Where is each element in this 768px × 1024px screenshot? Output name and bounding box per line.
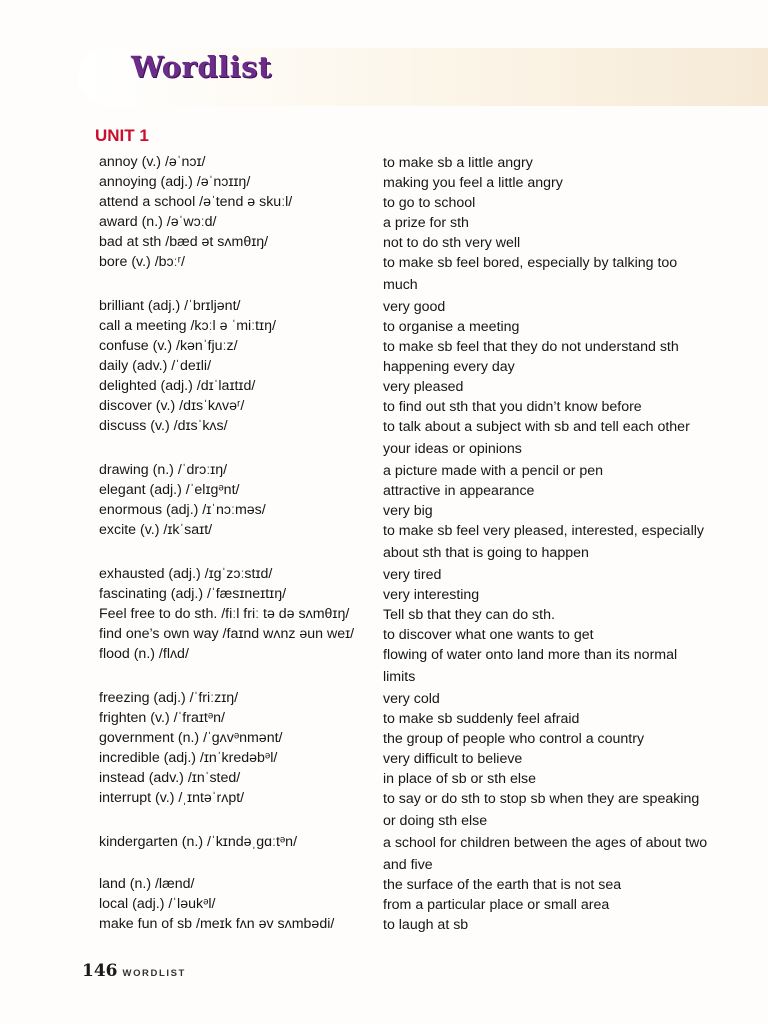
entry-definition: to make sb suddenly feel afraid [383,711,580,727]
entry-definition: to make sb a little angry [383,155,533,171]
entry-word: annoying (adj.) /əˈnɔɪɪŋ/ [99,174,251,190]
entry-word: make fun of sb /meɪk fʌn əv sʌmbədi/ [99,916,335,932]
entry-word: confuse (v.) /kənˈfjuːz/ [99,338,238,354]
entry-word: bad at sth /bæd ət sʌmθɪŋ/ [99,234,269,250]
entry-word: brilliant (adj.) /ˈbrɪljənt/ [99,298,241,314]
page-number: 146 [82,961,118,981]
entry-word: enormous (adj.) /ɪˈnɔːməs/ [99,502,266,518]
footer-label: WORDLIST [122,968,186,979]
entry-definition: the surface of the earth that is not sea [383,877,622,893]
entry-word: elegant (adj.) /ˈelɪgᵊnt/ [99,482,240,498]
entry-word: Feel free to do sth. /fiːl friː tə də sʌmθɪŋ/ [99,606,350,622]
entry-definition: to go to school [383,195,476,211]
entry-word: discover (v.) /dɪsˈkʌvəʳ/ [99,398,245,414]
entry-word: incredible (adj.) /ɪnˈkredəbᵊl/ [99,750,278,766]
entry-definition: a school for children between the ages of about two and five [383,835,708,873]
page-title: Wordlist [131,50,272,84]
entry-definition: to talk about a subject with sb and tell each other your ideas or opinions [383,419,690,457]
entry-definition: to make sb feel bored, especially by talking too much [383,255,678,293]
entry-word: daily (adv.) /ˈdeɪli/ [99,358,212,374]
entry-definition: to organise a meeting [383,319,520,335]
entry-definition: Tell sb that they can do sth. [383,607,555,623]
entry-definition: to make sb feel that they do not understand sth [383,339,679,355]
entry-word: fascinating (adj.) /ˈfæsɪneɪtɪŋ/ [99,586,287,602]
entry-definition: from a particular place or small area [383,897,610,913]
entry-word: annoy (v.) /əˈnɔɪ/ [99,154,206,170]
entry-word: call a meeting /kɔːl ə ˈmiːtɪŋ/ [99,318,276,334]
entry-word: bore (v.) /bɔːʳ/ [99,254,185,270]
entry-word: land (n.) /lænd/ [99,876,195,892]
entry-definition: to find out sth that you didn’t know before [383,399,642,415]
entry-definition: to discover what one wants to get [383,627,594,643]
entry-definition: very difficult to believe [383,751,523,767]
entry-definition: attractive in appearance [383,483,535,499]
entry-word: award (n.) /əˈwɔːd/ [99,214,217,230]
entry-word: attend a school /əˈtend ə skuːl/ [99,194,293,210]
entry-definition: very cold [383,691,440,707]
entry-definition: a prize for sth [383,215,469,231]
entry-definition: happening every day [383,359,515,375]
entry-definition: the group of people who control a country [383,731,645,747]
entry-word: excite (v.) /ɪkˈsaɪt/ [99,522,213,538]
entry-word: kindergarten (n.) /ˈkɪndəˌgɑːtᵊn/ [99,834,298,850]
entry-definition: not to do sth very well [383,235,521,251]
entry-word: find one’s own way /faɪnd wʌnz əun weɪ/ [99,626,355,642]
entry-definition: very pleased [383,379,464,395]
entry-word: frighten (v.) /ˈfraɪtᵊn/ [99,710,225,726]
entry-definition: to laugh at sb [383,917,469,933]
page-footer [82,961,186,981]
entry-word: instead (adv.) /ɪnˈsted/ [99,770,241,786]
entry-word: exhausted (adj.) /ɪgˈzɔːstɪd/ [99,566,273,582]
entry-word: government (n.) /ˈgʌvᵊnmənt/ [99,730,283,746]
entry-definition: making you feel a little angry [383,175,563,191]
entry-definition: very tired [383,567,442,583]
entry-definition: to say or do sth to stop sb when they are speaking or doing sth else [383,791,700,829]
entry-word: interrupt (v.) /ˌɪntəˈrʌpt/ [99,790,245,806]
entry-word: delighted (adj.) /dɪˈlaɪtɪd/ [99,378,256,394]
entry-word: drawing (n.) /ˈdrɔːɪŋ/ [99,462,228,478]
entry-word: flood (n.) /flʌd/ [99,646,189,662]
entry-word: local (adj.) /ˈləukᵊl/ [99,896,216,912]
entry-definition: flowing of water onto land more than its normal limits [383,647,678,685]
entry-word: discuss (v.) /dɪsˈkʌs/ [99,418,228,434]
entry-definition: in place of sb or sth else [383,771,536,787]
unit-heading: UNIT 1 [95,126,149,145]
entry-definition: to make sb feel very pleased, interested, especially about sth that is going to happen [383,523,704,561]
entry-word: freezing (adj.) /ˈfriːzɪŋ/ [99,690,239,706]
entry-definition: very good [383,299,446,315]
entry-definition: very interesting [383,587,480,603]
entry-definition: a picture made with a pencil or pen [383,463,604,479]
entry-definition: very big [383,503,433,519]
